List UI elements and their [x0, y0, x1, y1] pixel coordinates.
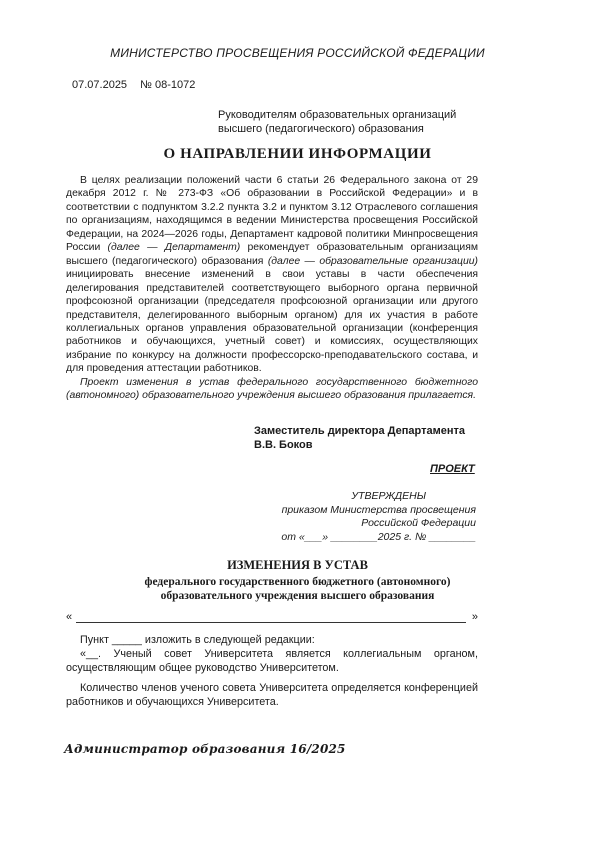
project-label: ПРОЕКТ [430, 463, 475, 475]
signature-block [254, 424, 465, 452]
ministry-header: МИНИСТЕРСТВО ПРОСВЕЩЕНИЯ РОССИЙСКОЙ ФЕДЕРАЦИИ [110, 46, 485, 60]
quote-close: » [471, 611, 478, 623]
approval-line-3: Российской Федерации [361, 517, 476, 529]
letter-title: О НАПРАВЛЕНИИ ИНФОРМАЦИИ [163, 146, 432, 162]
signature-position: Заместитель директора Департамента [254, 425, 465, 437]
body-paragraph-2: Проект изменения в устав федерального государственного бюджетного (автономного) образовательного учреждения высшего образования прилагается. [66, 376, 478, 402]
document-number: № 08-1072 [140, 79, 196, 91]
letter-body [66, 174, 478, 403]
document-meta [72, 79, 205, 91]
signature-name: В.В. Боков [254, 439, 313, 451]
changes-subtitle [0, 575, 595, 603]
changes-title: ИЗМЕНЕНИЯ В УСТАВ [227, 558, 368, 572]
approval-line-2: приказом Министерства просвещения [281, 503, 476, 516]
body-paragraph-1: В целях реализации положений части 6 статьи 26 Федерального закона от 29 декабря 2012 г. № 273-ФЗ «Об образовании в Российской Федерации» и в соответствии с подпунктом 3.2.2 пункта 3.2 и пунктом 3.12 Отраслевого соглашения по организациям, находящимся в ведении Министерства просвещения Российской Федерации, на 2024—2026 годы, Департамент кадровой политики Минпросвещения России (далее — Департамент) рекомендует образовательным организациям высшего (педагогического) образования (далее — образовательные организации) инициировать внесение изменений в свои уставы в части обеспечения делегирования представителей соответствующего выборного органа первичной профсоюзной организации (председателя профсоюзной организации или другого представителя, делегированного выборным органом) для их участия в работе коллегиальных органов управления образовательной организации (конференция работников и обучающихся, учетный совет) и комиссиях, осуществляющих избрание по конкурсу на должности профессорско-преподавательского состава, и для проведения аттестации работников. [66, 175, 478, 375]
approval-line-4: от «___» ________2025 г. № ________ [281, 530, 476, 543]
addressee-line-2: высшего (педагогического) образования [218, 123, 424, 135]
changes-subtitle-line-1: федерального государственного бюджетного (автономного) [144, 576, 451, 588]
blank-name-line [66, 611, 478, 625]
changes-subtitle-line-2: образовательного учреждения высшего образования [160, 590, 435, 602]
document-date: 07.07.2025 [72, 79, 128, 91]
addressee-line-1: Руководителям образовательных организаций [218, 109, 457, 121]
item-count: Количество членов ученого совета Университета определяется конференцией работников и обучающихся Университета. [66, 682, 478, 708]
item-intro: Пункт _____ изложить в следующей редакции: [80, 634, 315, 646]
item-quote: «__. Ученый совет Университета является коллегиальным органом, осуществляющим общее руководство Университетом. [66, 648, 478, 674]
approval-stamp [264, 490, 476, 544]
approval-line-1: УТВЕРЖДЕНЫ [351, 490, 426, 502]
blank-rule [76, 622, 466, 623]
journal-footer: Администратор образования 16/2025 [64, 742, 346, 756]
addressee-block [218, 108, 456, 136]
changes-body [66, 633, 478, 709]
quote-open: « [66, 611, 73, 623]
